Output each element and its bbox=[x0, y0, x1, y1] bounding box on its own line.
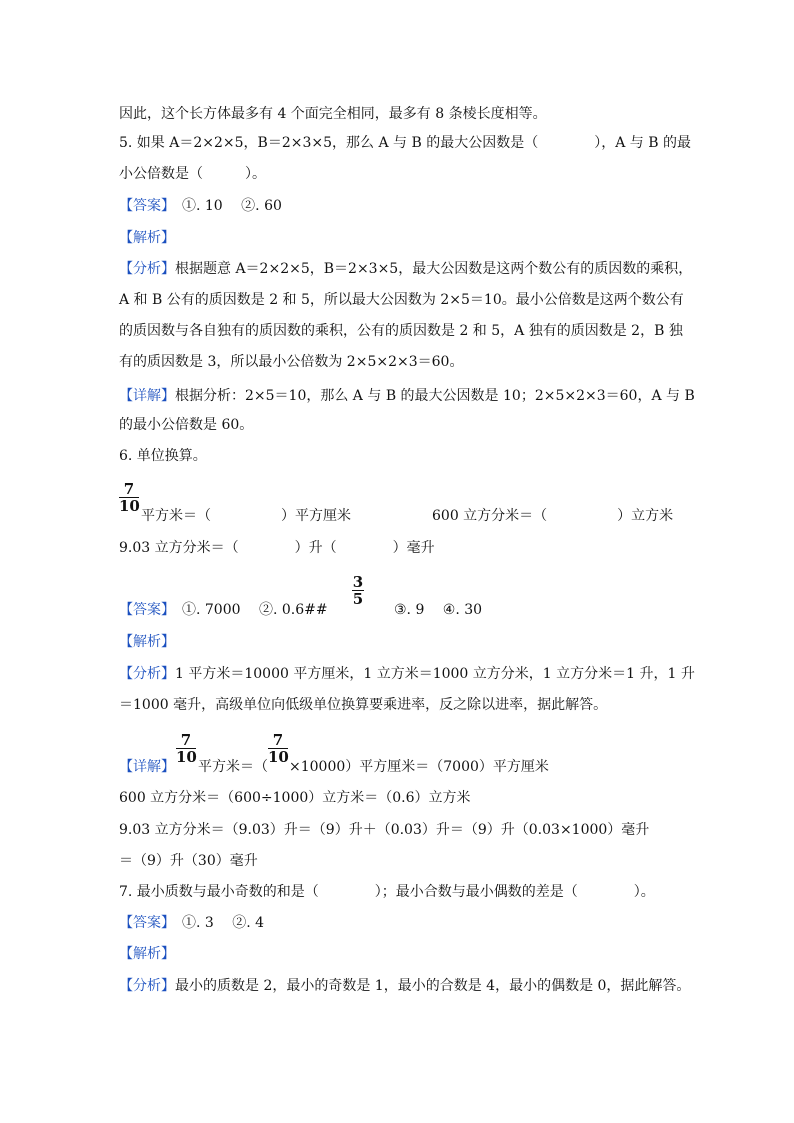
answer-tag: 【答案】 bbox=[119, 198, 168, 214]
text-line: 小公倍数是（ ）。 bbox=[119, 166, 266, 182]
xiangjie-text: 根据分析：2×5＝10，那么 A 与 B 的最大公因数是 10；2×5×2×3＝60，A 与 B bbox=[175, 388, 695, 404]
fenxi-text: 根据题意 A＝2×2×5，B＝2×3×5，最大公因数是这两个数公有的质因数的乘积， bbox=[175, 261, 693, 277]
fenxi-tag: 【分析】 bbox=[119, 666, 175, 682]
fenxi-tag: 【分析】 bbox=[119, 261, 175, 277]
answer-text: ①. 7000 ②. 0.6## bbox=[168, 602, 328, 618]
analysis-tag: 【解析】 bbox=[119, 634, 175, 650]
analysis-row bbox=[119, 259, 692, 279]
fraction-denominator: 5 bbox=[352, 590, 364, 608]
text-line: 9.03 立方分米＝（ ）升（ ）毫升 bbox=[119, 540, 435, 556]
fenxi-text: 最小的质数是 2，最小的奇数是 1，最小的合数是 4，最小的偶数是 0，据此解答。 bbox=[175, 978, 691, 994]
answer-text: ①. 10 ②. 60 bbox=[168, 198, 282, 214]
xiangjie-tag: 【详解】 bbox=[119, 388, 175, 404]
text-line: ＝1000 毫升，高级单位向低级单位换算要乘进率，反之除以进率，据此解答。 bbox=[119, 697, 608, 713]
analysis-row bbox=[119, 976, 690, 996]
text-line: 9.03 立方分米＝（9.03）升＝（9）升＋（0.03）升＝（9）升（0.03×1000）毫升 bbox=[119, 822, 650, 838]
text-line: 因此，这个长方体最多有 4 个面完全相同，最多有 8 条棱长度相等。 bbox=[119, 106, 547, 122]
xiangjie-tag bbox=[119, 757, 175, 777]
fenxi-tag: 【分析】 bbox=[119, 978, 175, 994]
answer-text: ①. 3 ②. 4 bbox=[168, 915, 265, 931]
answer-tag: 【答案】 bbox=[119, 602, 168, 618]
xiangjie-label: 【详解】 bbox=[119, 759, 175, 775]
fraction-numerator: 7 bbox=[123, 480, 135, 498]
text-line: 600 立方分米＝（600÷1000）立方米＝（0.6）立方米 bbox=[119, 790, 471, 806]
answer-tag: 【答案】 bbox=[119, 915, 168, 931]
text-line: 的质因数与各自独有的质因数的乘积，公有的质因数是 2 和 5，A 独有的质因数是 2，B 独 bbox=[119, 323, 683, 339]
text-line: 平方米＝（ ）平方厘米 bbox=[141, 508, 351, 524]
detail-row bbox=[119, 386, 695, 406]
text-line: 有的质因数是 3，所以最小公倍数为 2×5×2×3＝60。 bbox=[119, 354, 464, 370]
text-line: A 和 B 公有的质因数是 2 和 5，所以最大公因数为 2×5＝10。最小公倍数是这两个数公有 bbox=[119, 292, 684, 308]
fraction bbox=[176, 732, 196, 765]
analysis-tag: 【解析】 bbox=[119, 946, 175, 962]
answer-row bbox=[119, 913, 264, 933]
fraction-denominator: 10 bbox=[119, 497, 140, 515]
answer-row bbox=[119, 600, 328, 620]
fraction bbox=[352, 574, 364, 607]
text-line: 的最小公倍数是 60。 bbox=[119, 417, 254, 433]
analysis-row bbox=[119, 664, 695, 684]
text-line: ＝（9）升（30）毫升 bbox=[119, 853, 258, 869]
fraction-numerator: 7 bbox=[272, 731, 284, 749]
question-7: 7. 最小质数与最小奇数的和是（ ）；最小合数与最小偶数的差是（ ）。 bbox=[119, 884, 655, 900]
fraction bbox=[119, 481, 139, 514]
question-6: 6. 单位换算。 bbox=[119, 448, 207, 464]
question-5: 5. 如果 A＝2×2×5，B＝2×3×5，那么 A 与 B 的最大公因数是（ ），A 与 B 的最 bbox=[119, 135, 691, 151]
fraction-numerator: 3 bbox=[352, 573, 364, 591]
fraction-numerator: 7 bbox=[180, 731, 192, 749]
analysis-tag: 【解析】 bbox=[119, 230, 175, 246]
text-line: 平方米＝（ bbox=[198, 759, 268, 775]
text-line: ×10000）平方厘米＝（7000）平方厘米 bbox=[289, 759, 549, 775]
fenxi-text: 1 平方米＝10000 平方厘米，1 立方米＝1000 立方分米，1 立方分米＝1 升，1 升 bbox=[175, 666, 695, 682]
text-line: 600 立方分米＝（ ）立方米 bbox=[432, 508, 674, 524]
answer-row bbox=[119, 196, 282, 216]
answer-text: ③. 9 ④. 30 bbox=[394, 602, 483, 618]
fraction-denominator: 10 bbox=[268, 748, 289, 766]
fraction-denominator: 10 bbox=[176, 748, 197, 766]
fraction bbox=[268, 732, 288, 765]
